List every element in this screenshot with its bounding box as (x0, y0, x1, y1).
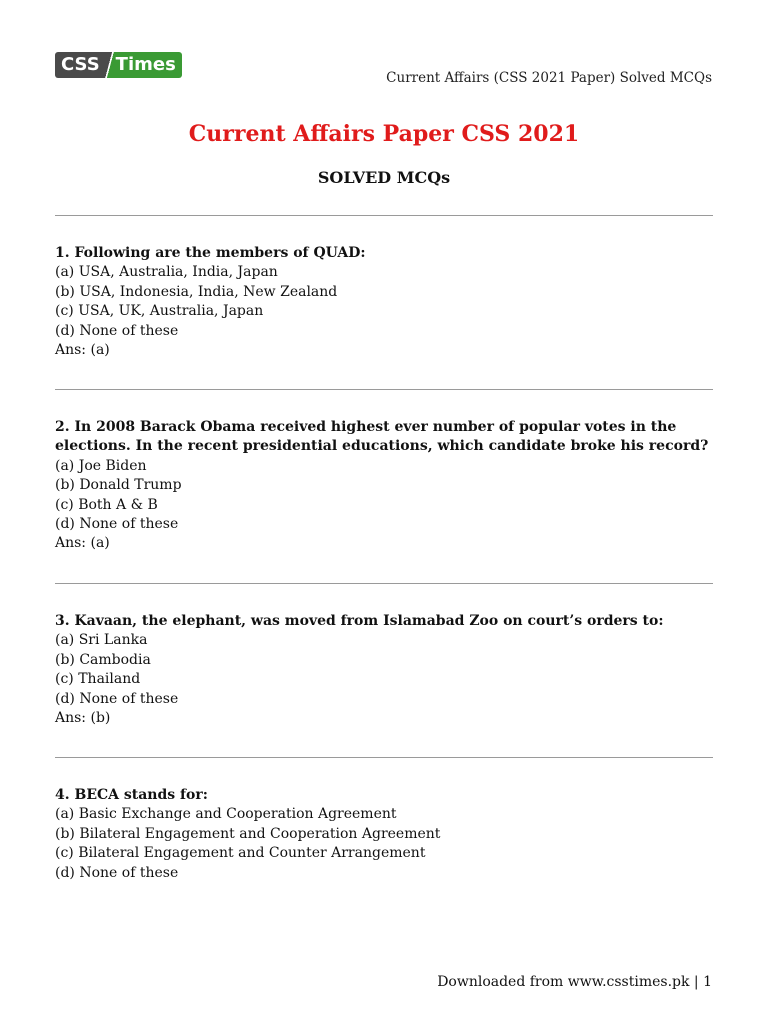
option-a: (a) Sri Lanka (55, 632, 148, 649)
question-text: 3. Kavaan, the elephant, was moved from Islamabad Zoo on court’s orders to: (55, 613, 664, 629)
logo-slash (104, 52, 114, 78)
option-c: (c) Bilateral Engagement and Counter Arrangement (55, 845, 426, 862)
option-d: (d) None of these (55, 864, 179, 881)
option-c: (c) Both A & B (55, 496, 158, 513)
question-3 (55, 612, 725, 728)
page-title: Current Affairs Paper CSS 2021 (188, 121, 580, 147)
divider (55, 583, 713, 584)
option-d: (d) None of these (55, 690, 179, 707)
header-doc-title: Current Affairs (CSS 2021 Paper) Solved MCQs (386, 70, 712, 86)
question-text: 4. BECA stands for: (55, 787, 208, 803)
option-c: (c) USA, UK, Australia, Japan (55, 303, 264, 320)
option-d: (d) None of these (55, 322, 179, 339)
answer: Ans: (a) (55, 535, 110, 552)
option-a: (a) Joe Biden (55, 457, 147, 474)
option-b: (b) Bilateral Engagement and Cooperation Agreement (55, 825, 441, 842)
option-a: (a) USA, Australia, India, Japan (55, 264, 278, 281)
option-c: (c) Thailand (55, 671, 141, 688)
question-text: 1. Following are the members of QUAD: (55, 245, 366, 261)
option-d: (d) None of these (55, 516, 179, 533)
logo-css-text: CSS (55, 52, 104, 78)
divider (55, 215, 713, 216)
option-a: (a) Basic Exchange and Cooperation Agreement (55, 806, 397, 823)
question-text: 2. In 2008 Barack Obama received highest ever number of popular votes in the elections. In the recent presidential educations, which candidate broke his record? (55, 419, 709, 455)
option-b: (b) Cambodia (55, 651, 151, 668)
logo-times-text: Times (114, 52, 182, 78)
divider (55, 757, 713, 758)
answer: Ans: (b) (55, 710, 111, 727)
page-subtitle: SOLVED MCQs (317, 168, 451, 187)
question-4 (55, 786, 725, 883)
question-1 (55, 244, 725, 360)
csstimes-logo (55, 52, 182, 78)
option-b: (b) Donald Trump (55, 477, 182, 494)
page-footer: Downloaded from www.csstimes.pk | 1 (437, 974, 712, 990)
answer: Ans: (a) (55, 342, 110, 359)
option-b: (b) USA, Indonesia, India, New Zealand (55, 283, 338, 300)
divider (55, 389, 713, 390)
question-2 (55, 418, 725, 554)
